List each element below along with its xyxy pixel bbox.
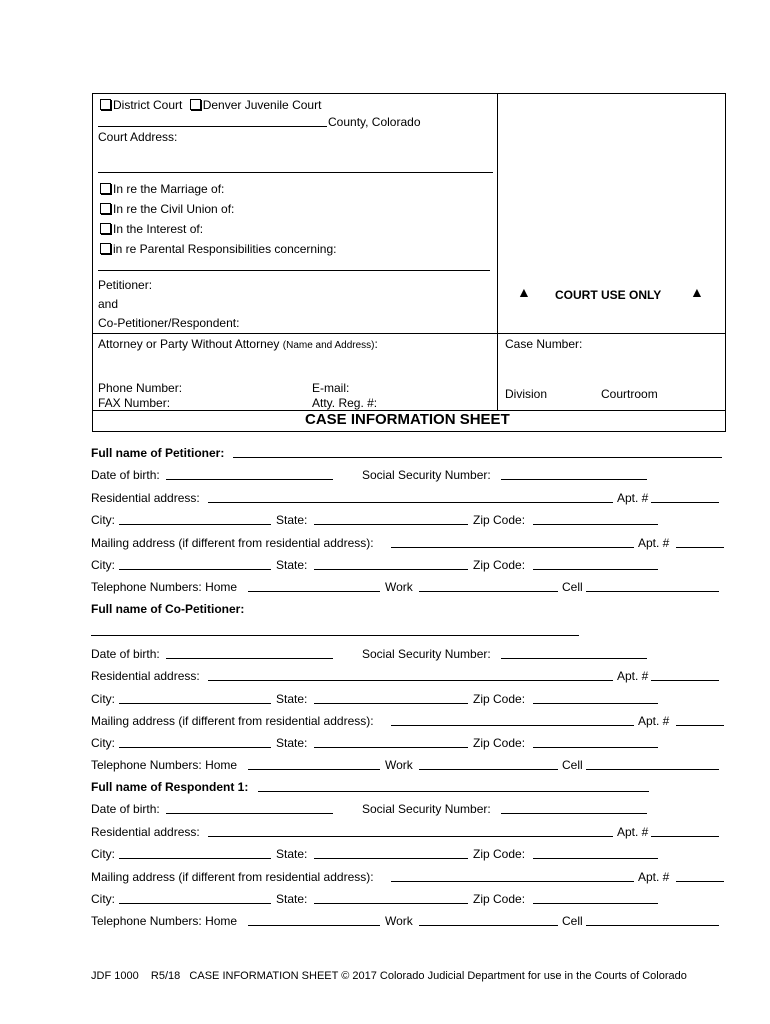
respondent1-cell-phone-field[interactable]: [586, 925, 719, 926]
cell-label: Cell: [562, 758, 583, 772]
co-petitioner-residential-field[interactable]: [208, 680, 613, 681]
marriage-option[interactable]: [100, 182, 224, 196]
co-petitioner-mailing-apt-field[interactable]: [676, 725, 724, 726]
cell-label: Cell: [562, 580, 583, 594]
state-label: State:: [276, 513, 308, 527]
respondent1-ssn-field[interactable]: [501, 813, 647, 814]
zip-label: Zip Code:: [473, 513, 526, 527]
co-petitioner-ssn-field[interactable]: [501, 658, 647, 659]
state-label: State:: [276, 736, 308, 750]
denver-juvenile-checkbox[interactable]: [190, 99, 201, 110]
civil-union-option[interactable]: [100, 202, 234, 216]
courtroom-label: Courtroom: [601, 387, 658, 401]
apt-label: Apt. #: [638, 870, 670, 884]
ssn-label: Social Security Number:: [362, 802, 491, 816]
respondent1-mailing-apt-field[interactable]: [676, 881, 724, 882]
court-address-label: Court Address:: [98, 130, 178, 144]
parental-checkbox[interactable]: [100, 243, 111, 254]
respondent1-state-field[interactable]: [314, 858, 468, 859]
dob-label: Date of birth:: [91, 468, 160, 482]
co-petitioner-home-phone-field[interactable]: [248, 769, 380, 770]
work-label: Work: [385, 758, 413, 772]
district-court-option[interactable]: [100, 98, 321, 112]
state-label: State:: [276, 892, 308, 906]
zip-label: Zip Code:: [473, 847, 526, 861]
respondent1-mailing-field[interactable]: [391, 881, 634, 882]
petitioner-dob-field[interactable]: [166, 479, 333, 480]
interest-option[interactable]: [100, 222, 203, 236]
district-court-checkbox[interactable]: [100, 99, 111, 110]
telephone-label: Telephone Numbers: Home: [91, 914, 238, 928]
state-label: State:: [276, 847, 308, 861]
email-label: E-mail:: [312, 381, 350, 395]
co-petitioner-dob-field[interactable]: [166, 658, 333, 659]
petitioner-ssn-field[interactable]: [501, 479, 647, 480]
respondent1-work-phone-field[interactable]: [419, 925, 558, 926]
petitioner-name-field[interactable]: [233, 457, 722, 458]
petitioner-mailing-city-field[interactable]: [119, 569, 271, 570]
parties-field[interactable]: [98, 270, 490, 271]
co-petitioner-name-field[interactable]: [91, 635, 579, 636]
petitioner-zip-field[interactable]: [533, 524, 658, 525]
caption-box: [92, 93, 726, 432]
parental-option[interactable]: [100, 242, 336, 256]
petitioner-state-field[interactable]: [314, 524, 468, 525]
triangle-up-icon: ▲: [517, 284, 531, 300]
residential-label: Residential address:: [91, 669, 200, 683]
telephone-label: Telephone Numbers: Home: [91, 580, 238, 594]
apt-label: Apt. #: [638, 536, 670, 550]
city-label: City:: [91, 892, 115, 906]
fax-label: FAX Number:: [98, 396, 171, 410]
apt-label: Apt. #: [617, 491, 649, 505]
respondent1-dob-field[interactable]: [166, 813, 333, 814]
division-label: Division: [505, 387, 548, 401]
court-use-only-label: COURT USE ONLY: [555, 288, 662, 302]
marriage-label: In re the Marriage of:: [113, 182, 225, 196]
co-petitioner-mailing-state-field[interactable]: [314, 747, 468, 748]
respondent1-apt-field[interactable]: [651, 836, 719, 837]
cell-label: Cell: [562, 914, 583, 928]
city-label: City:: [91, 692, 115, 706]
co-petitioner-mailing-field[interactable]: [391, 725, 634, 726]
dob-label: Date of birth:: [91, 802, 160, 816]
respondent1-residential-field[interactable]: [208, 836, 613, 837]
county-label: County, Colorado: [328, 115, 421, 129]
petitioner-city-field[interactable]: [119, 524, 271, 525]
parental-label: in re Parental Responsibilities concerning:: [113, 242, 337, 256]
zip-label: Zip Code:: [473, 892, 526, 906]
respondent1-mailing-zip-field[interactable]: [533, 903, 658, 904]
city-label: City:: [91, 847, 115, 861]
apt-label: Apt. #: [638, 714, 670, 728]
mailing-label: Mailing address (if different from residential address):: [91, 536, 374, 550]
attorney-colon: :: [374, 337, 378, 351]
work-label: Work: [385, 914, 413, 928]
petitioner-mailing-zip-field[interactable]: [533, 569, 658, 570]
petitioner-mailing-apt-field[interactable]: [676, 547, 724, 548]
atty-reg-label: Atty. Reg. #:: [312, 396, 378, 410]
city-label: City:: [91, 736, 115, 750]
attorney-sub-text: (Name and Address): [282, 340, 375, 351]
co-petitioner-label: Co-Petitioner/Respondent:: [98, 316, 240, 330]
co-petitioner-city-field[interactable]: [119, 703, 271, 704]
respondent1-mailing-state-field[interactable]: [314, 903, 468, 904]
apt-label: Apt. #: [617, 825, 649, 839]
attorney-divider: [92, 333, 725, 334]
city-label: City:: [91, 558, 115, 572]
petitioner-name-label: Full name of Petitioner:: [91, 446, 225, 460]
dob-label: Date of birth:: [91, 647, 160, 661]
respondent1-name-field[interactable]: [258, 791, 649, 792]
case-number-label: Case Number:: [505, 337, 583, 351]
state-label: State:: [276, 558, 308, 572]
co-petitioner-mailing-zip-field[interactable]: [533, 747, 658, 748]
petitioner-cell-phone-field[interactable]: [586, 591, 719, 592]
respondent1-name-label: Full name of Respondent 1:: [91, 780, 249, 794]
petitioner-work-phone-field[interactable]: [419, 591, 558, 592]
and-label: and: [98, 297, 119, 311]
court-address-field[interactable]: [98, 172, 493, 173]
respondent1-city-field[interactable]: [119, 858, 271, 859]
civil-union-label: In re the Civil Union of:: [113, 202, 235, 216]
interest-checkbox[interactable]: [100, 223, 111, 234]
mailing-label: Mailing address (if different from residential address):: [91, 714, 374, 728]
page-title: CASE INFORMATION SHEET: [305, 411, 510, 428]
caption-divider: [497, 93, 498, 411]
ssn-label: Social Security Number:: [362, 647, 491, 661]
page-footer: JDF 1000 R5/18 CASE INFORMATION SHEET © 2017 Colorado Judicial Department for use in the Courts of Colorado: [91, 970, 687, 982]
district-court-label: District Court: [113, 98, 183, 112]
co-petitioner-state-field[interactable]: [314, 703, 468, 704]
respondent1-zip-field[interactable]: [533, 858, 658, 859]
petitioner-label: Petitioner:: [98, 278, 153, 292]
interest-label: In the Interest of:: [113, 222, 204, 236]
petitioner-mailing-state-field[interactable]: [314, 569, 468, 570]
zip-label: Zip Code:: [473, 736, 526, 750]
denver-juvenile-label: Denver Juvenile Court: [202, 98, 322, 112]
zip-label: Zip Code:: [473, 558, 526, 572]
phone-label: Phone Number:: [98, 381, 183, 395]
respondent1-mailing-city-field[interactable]: [119, 903, 271, 904]
attorney-text: Attorney or Party Without Attorney: [98, 337, 280, 351]
petitioner-residential-field[interactable]: [208, 502, 613, 503]
apt-label: Apt. #: [617, 669, 649, 683]
respondent1-home-phone-field[interactable]: [248, 925, 380, 926]
co-petitioner-name-label: Full name of Co-Petitioner:: [91, 602, 245, 616]
mailing-label: Mailing address (if different from residential address):: [91, 870, 374, 884]
civil-union-checkbox[interactable]: [100, 203, 111, 214]
petitioner-home-phone-field[interactable]: [248, 591, 380, 592]
ssn-label: Social Security Number:: [362, 468, 491, 482]
co-petitioner-cell-phone-field[interactable]: [586, 769, 719, 770]
marriage-checkbox[interactable]: [100, 183, 111, 194]
attorney-label: [98, 337, 378, 353]
co-petitioner-zip-field[interactable]: [533, 703, 658, 704]
co-petitioner-mailing-city-field[interactable]: [119, 747, 271, 748]
residential-label: Residential address:: [91, 825, 200, 839]
city-label: City:: [91, 513, 115, 527]
telephone-label: Telephone Numbers: Home: [91, 758, 238, 772]
residential-label: Residential address:: [91, 491, 200, 505]
co-petitioner-apt-field[interactable]: [651, 680, 719, 681]
county-field[interactable]: [98, 126, 327, 127]
petitioner-apt-field[interactable]: [651, 502, 719, 503]
state-label: State:: [276, 692, 308, 706]
zip-label: Zip Code:: [473, 692, 526, 706]
work-label: Work: [385, 580, 413, 594]
triangle-up-icon: ▲: [690, 284, 704, 300]
petitioner-mailing-field[interactable]: [391, 547, 634, 548]
co-petitioner-work-phone-field[interactable]: [419, 769, 558, 770]
